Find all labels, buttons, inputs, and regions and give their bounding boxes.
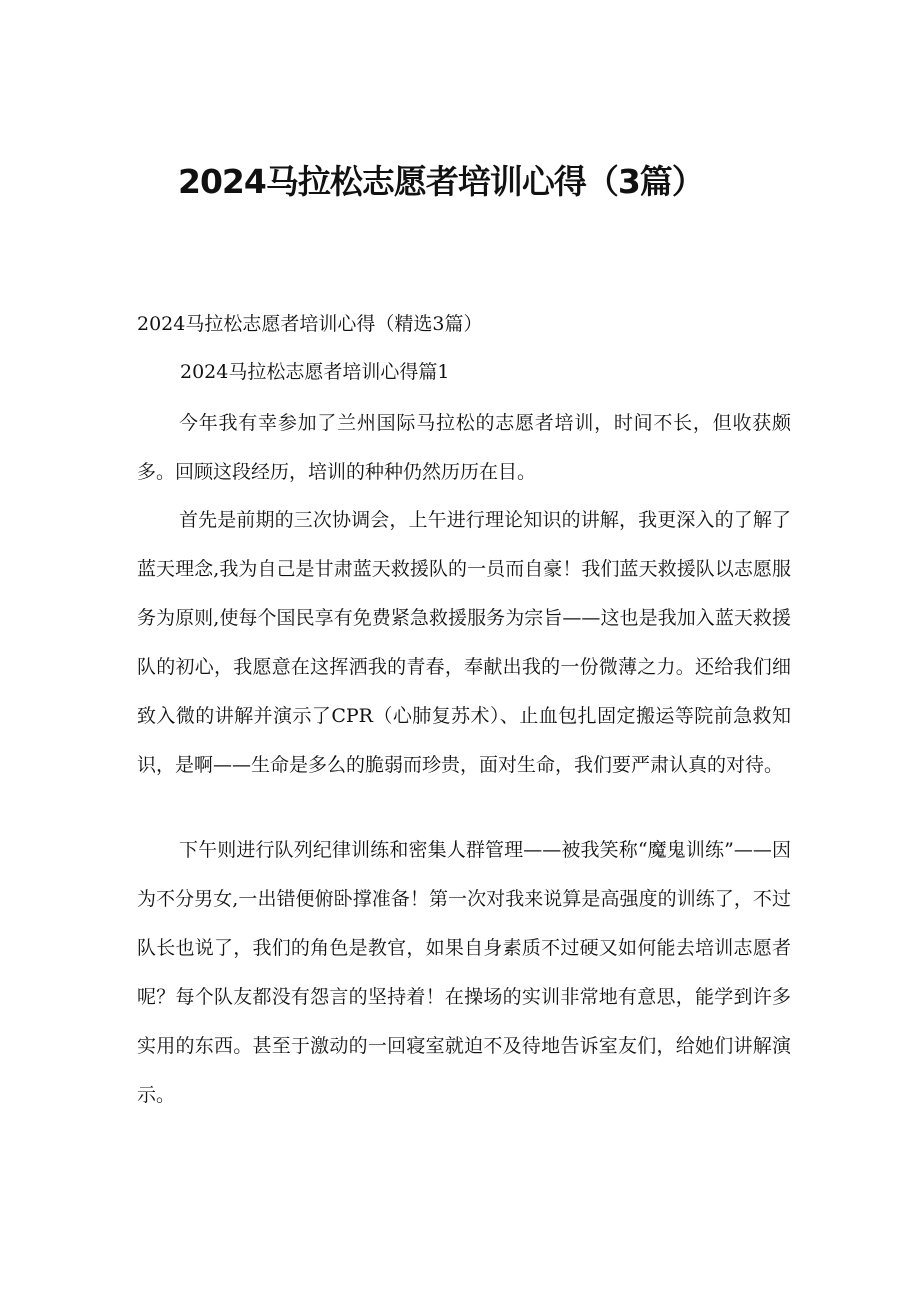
document-subtitle: 2024马拉松志愿者培训心得（精选3篇）	[137, 313, 483, 335]
document-title: 2024马拉松志愿者培训心得（3篇）	[178, 162, 704, 201]
paragraph: 首先是前期的三次协调会，上午进行理论知识的讲解，我更深入的了解了蓝天理念,我为自己是甘肃蓝天救援队的一员而自豪！我们蓝天救援队以志愿服务为原则,使每个国民享有免费紧急救援服务为宗旨——这也是我加入蓝天救援队的初心，我愿意在这挥洒我的青春，奉献出我的一份微薄之力。还给我们细致入微的讲解并演示了CPR（心肺复苏术）、止血包扎固定搬运等院前急救知识，是啊——生命是多么的脆弱而珍贵，面对生命，我们要严肃认真的对待。	[137, 509, 791, 776]
paragraph: 今年我有幸参加了兰州国际马拉松的志愿者培训，时间不长，但收获颇多。回顾这段经历，培训的种种仍然历历在目。	[137, 412, 791, 483]
chapter-heading: 2024马拉松志愿者培训心得篇1	[180, 361, 450, 383]
paragraph: 下午则进行队列纪律训练和密集人群管理——被我笑称“魔鬼训练”——因为不分男女,一出错便俯卧撑准备！第一次对我来说算是高强度的训练了，不过队长也说了，我们的角色是教官，如果自身素质不过硬又如何能去培训志愿者呢？每个队友都没有怨言的坚持着！在操场的实训非常地有意思，能学到许多实用的东西。甚至于激动的一回寝室就迫不及待地告诉室友们，给她们讲解演示。	[137, 839, 791, 1106]
